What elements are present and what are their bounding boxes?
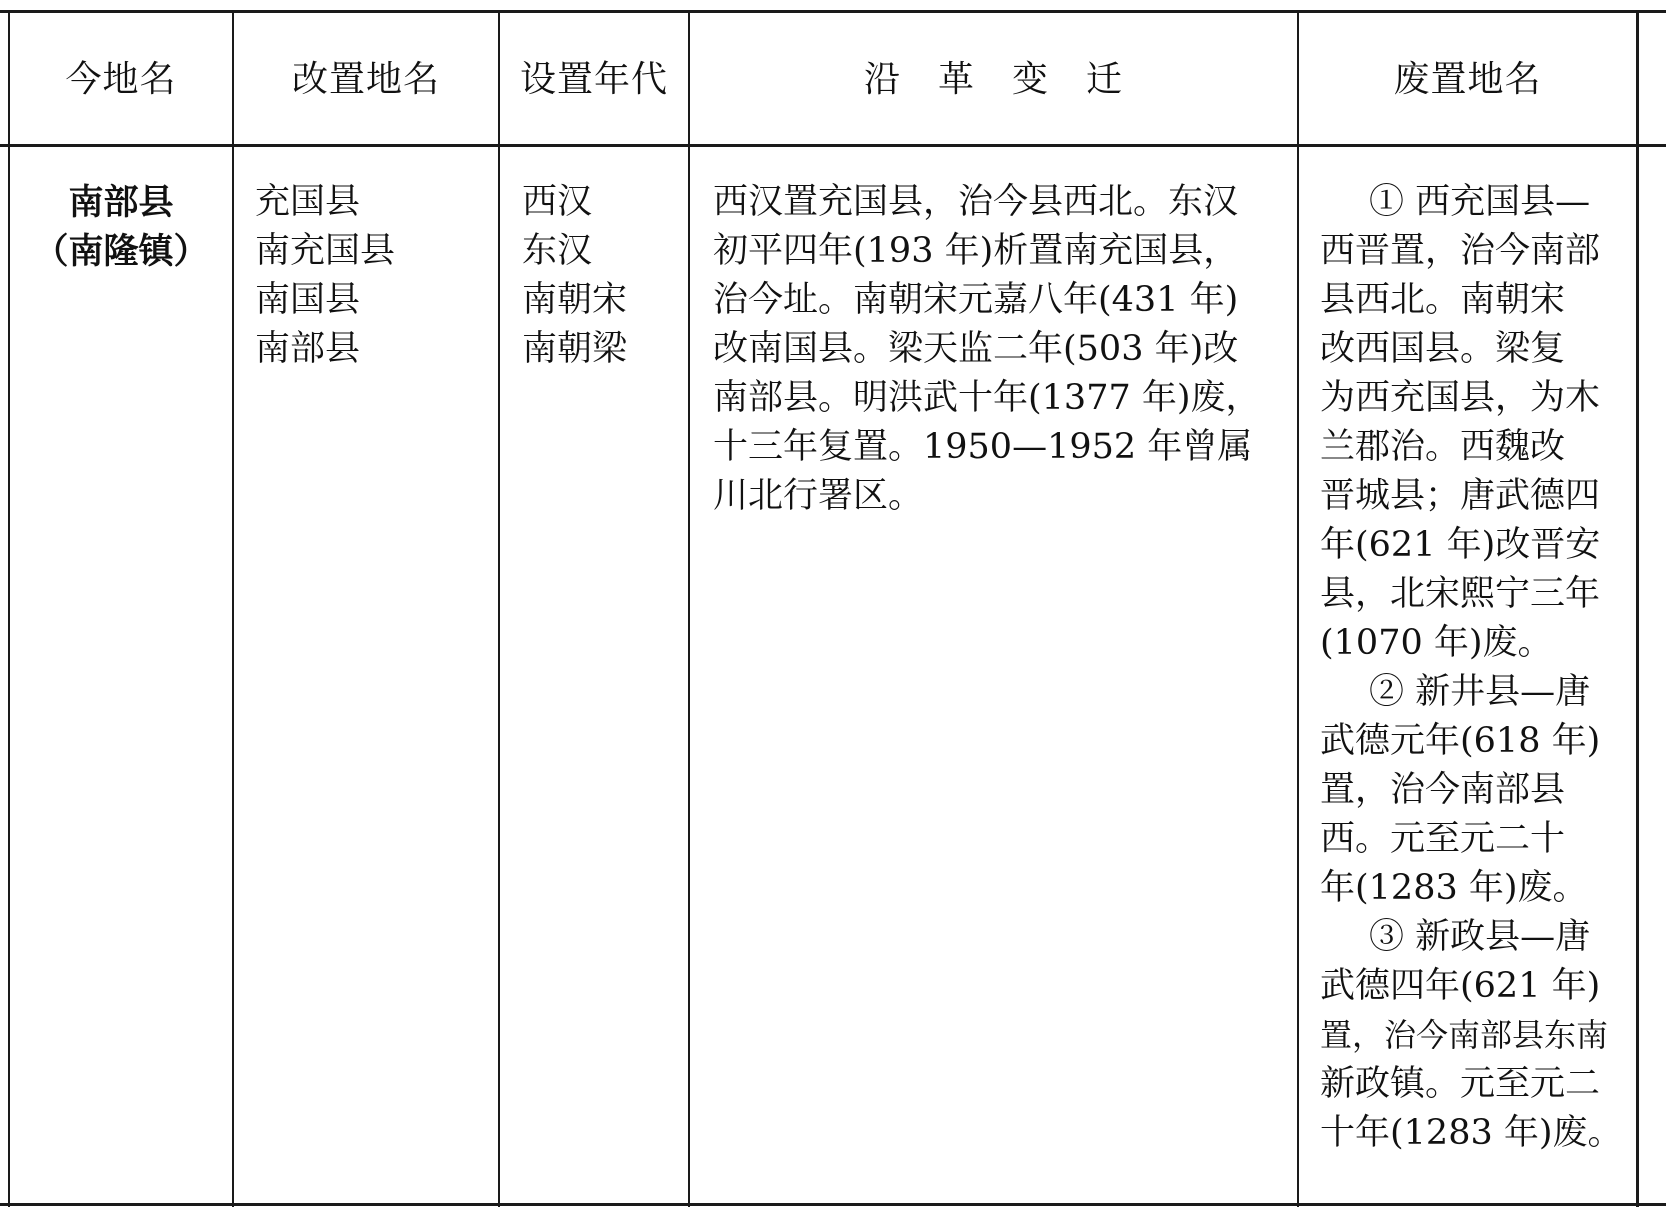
former-names-cell bbox=[255, 178, 495, 374]
list-item: 南充国县 bbox=[255, 231, 396, 271]
abolished-line: 改西国县。梁复 bbox=[1320, 329, 1566, 369]
header-abolished-name: 废置地名 bbox=[1393, 59, 1542, 100]
header-bottom-border bbox=[0, 144, 1666, 147]
dynasties-cell bbox=[522, 178, 686, 374]
list-item: 南国县 bbox=[255, 280, 361, 320]
abolished-line: 年(1283 年)废。 bbox=[1320, 868, 1588, 908]
history-line: 西汉置充国县，治今县西北。东汉 bbox=[713, 182, 1239, 222]
column-divider bbox=[498, 10, 500, 1207]
list-item: 充国县 bbox=[255, 182, 361, 222]
list-item: 南朝宋 bbox=[522, 280, 628, 320]
abolished-line: 十年(1283 年)废。 bbox=[1320, 1113, 1623, 1153]
table-top-border bbox=[0, 10, 1666, 13]
abolished-line: 县西北。南朝宋 bbox=[1320, 280, 1566, 320]
history-line: 十三年复置。1950—1952 年曾属 bbox=[713, 427, 1253, 467]
abolished-entry-2 bbox=[1320, 668, 1632, 913]
column-divider bbox=[688, 10, 690, 1207]
abolished-entry-3 bbox=[1320, 913, 1632, 1158]
abolished-line: 兰郡治。西魏改 bbox=[1320, 427, 1566, 467]
abolished-line: 武德元年(618 年) bbox=[1320, 721, 1601, 761]
history-line: 改南国县。梁天监二年(503 年)改 bbox=[713, 329, 1239, 369]
abolished-line: 置，治今南部县东南 bbox=[1320, 1016, 1609, 1054]
history-line: 治今址。南朝宋元嘉八年(431 年) bbox=[713, 280, 1239, 320]
abolished-line: 新政镇。元至元二 bbox=[1320, 1064, 1601, 1104]
list-item: 南部县 bbox=[255, 329, 361, 369]
abolished-line: 为西充国县，为木 bbox=[1320, 378, 1601, 418]
abolished-entry-1 bbox=[1320, 178, 1632, 668]
county-seat: （南隆镇） bbox=[33, 231, 209, 272]
abolished-line: ② 新井县—唐 bbox=[1369, 672, 1591, 712]
history-cell bbox=[713, 178, 1288, 521]
abolished-line: 置，治今南部县 bbox=[1320, 770, 1566, 810]
history-line: 初平四年(193 年)析置南充国县， bbox=[713, 231, 1239, 271]
abolished-line: 县，北宋熙宁三年 bbox=[1320, 574, 1601, 614]
header-former-name: 改置地名 bbox=[291, 59, 440, 100]
current-name-cell bbox=[10, 178, 232, 276]
header-evolution: 沿 革 变 迁 bbox=[863, 59, 1123, 100]
abolished-line: ③ 新政县—唐 bbox=[1369, 917, 1591, 957]
abolished-line: 武德四年(621 年) bbox=[1320, 966, 1601, 1006]
abolished-cell bbox=[1320, 178, 1632, 1158]
abolished-line: 晋城县；唐武德四 bbox=[1320, 476, 1601, 516]
abolished-line: 西晋置，治今南部 bbox=[1320, 231, 1601, 271]
history-line: 川北行署区。 bbox=[713, 476, 924, 516]
header-current-name: 今地名 bbox=[65, 59, 177, 100]
list-item: 东汉 bbox=[522, 231, 593, 271]
abolished-line: ① 西充国县— bbox=[1369, 182, 1591, 222]
header-established-era: 设置年代 bbox=[519, 59, 668, 100]
list-item: 南朝梁 bbox=[522, 329, 628, 369]
row-bottom-border bbox=[0, 1203, 1666, 1206]
column-divider bbox=[232, 10, 234, 1207]
list-item: 西汉 bbox=[522, 182, 593, 222]
abolished-line: (1070 年)废。 bbox=[1320, 623, 1553, 663]
column-divider bbox=[1297, 10, 1299, 1207]
abolished-line: 西。元至元二十 bbox=[1320, 819, 1566, 859]
history-line: 南部县。明洪武十年(1377 年)废， bbox=[713, 378, 1261, 418]
column-divider bbox=[1636, 10, 1639, 1207]
current-name: 南部县 bbox=[68, 182, 174, 223]
abolished-line: 年(621 年)改晋安 bbox=[1320, 525, 1601, 565]
